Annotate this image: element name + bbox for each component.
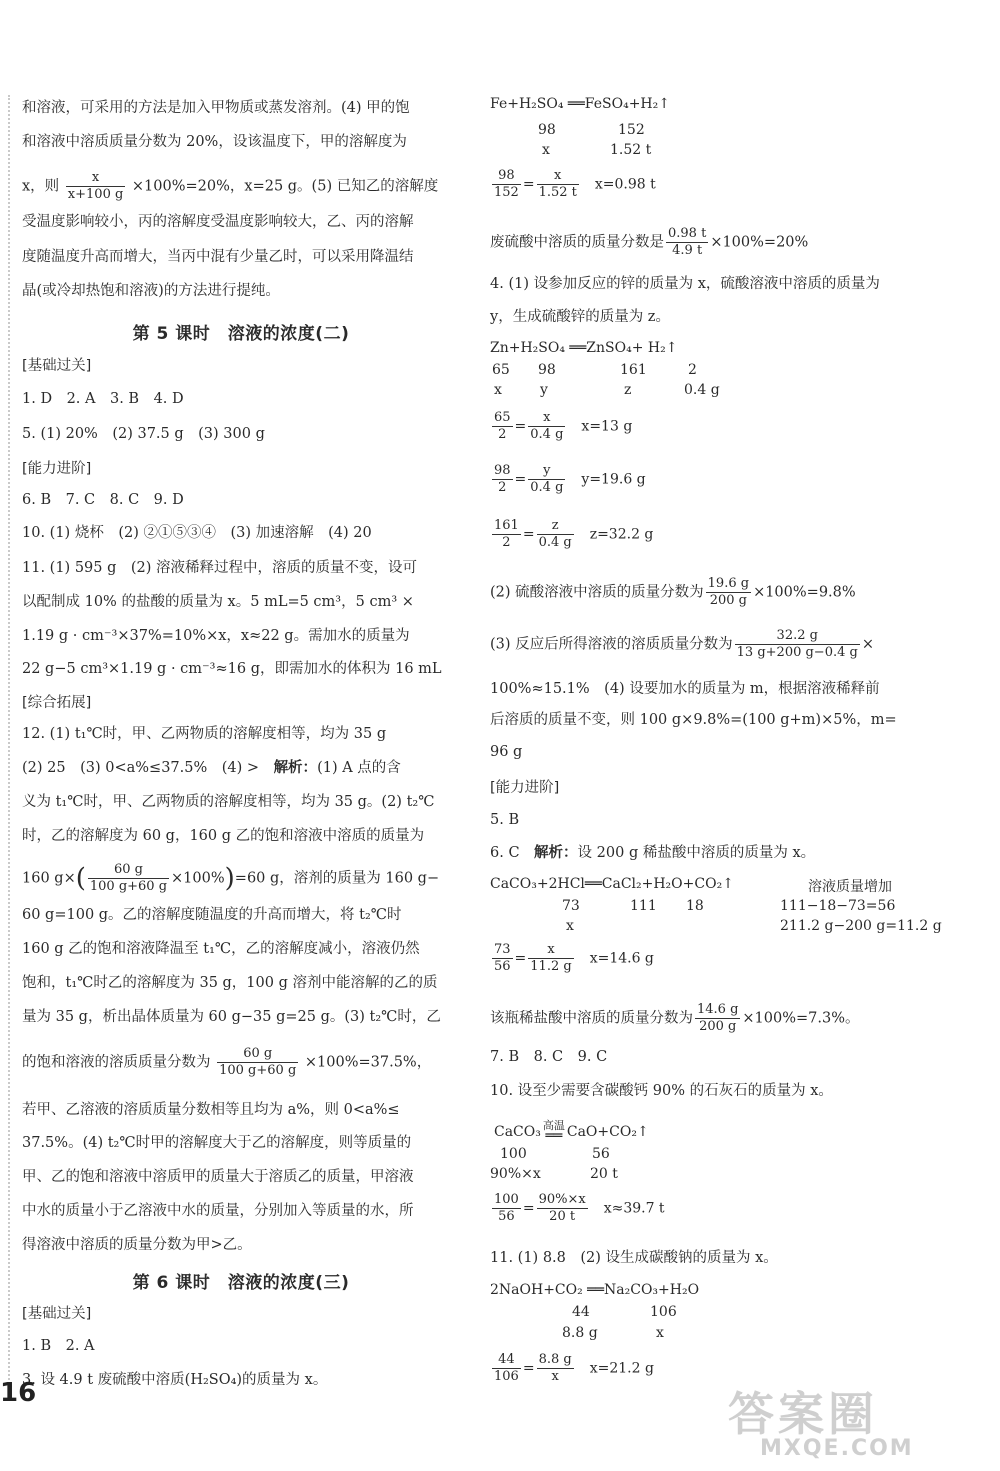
section-heading: 第 5 课时 溶液的浓度(二) [132,324,350,344]
molar-mass: 106 [650,1304,677,1320]
text-line: 和溶液中溶质质量分数为 20%，设该温度下，甲的溶解度为 [22,134,407,150]
text-line-with-fraction: (2) 硫酸溶液中溶质的质量分数为 $\frac{19.6 g}{200 g}$ ×100%=9.8% [490,576,856,608]
answer-line: 饱和，t₁℃时乙的溶解度为 35 g，100 g 溶剂中能溶解的乙的质 [22,975,438,991]
text-line: 和溶液，可采用的方法是加入甲物质或蒸发溶剂。(4) 甲的饱 [22,100,410,116]
answer-line: 37.5%。(4) t₂℃时甲的溶解度大于乙的溶解度，则等质量的 [22,1135,412,1151]
ratio-equation: $\frac{98}{152}$ = $\frac{x}{1.52 t}$ x=0.98 t [494,168,656,200]
answer-line: 6. C 解析：设 200 g 稀盐酸中溶质的质量为 x。 [490,845,816,861]
ratio-equation: $\frac{65}{2}$ = $\frac{x}{0.4 g}$ x=13 g [494,410,633,442]
molar-mass: 44 [572,1304,590,1320]
answer-line: 11. (1) 595 g (2) 溶液稀释过程中，溶质的质量不变，设可 [22,560,418,576]
variable: 0.4 g [684,382,720,398]
answer-line: 甲、乙的饱和溶液中溶质甲的质量大于溶质乙的质量，甲溶液 [22,1169,414,1185]
answer-line: 10. (1) 烧杯 (2) ②①⑤③④ (3) 加速溶解 (4) 20 [22,525,372,541]
answer-line: 96 g [490,744,523,760]
molar-mass: 65 [492,362,510,378]
answer-line: 得溶液中溶质的质量分数为甲>乙。 [22,1237,252,1253]
molar-mass: 100 [500,1146,527,1162]
answer-line: 时，乙的溶解度为 60 g，160 g 乙的饱和溶液中溶质的质量为 [22,828,425,844]
chemical-equation: Zn+H₂SO₄ ══ZnSO₄+ H₂↑ [490,340,678,356]
section-tag: [ 基础过关 ] [22,354,91,375]
answer-line: y，生成硫酸锌的质量为 z。 [490,309,670,325]
fraction: $\frac{x}{x+100 g}$ [67,170,124,202]
answer-line: 5. (1) 20% (2) 37.5 g (3) 300 g [22,426,265,442]
variable: 1.52 t [610,142,652,158]
variable: 20 t [590,1166,618,1182]
text-line-with-fraction: 废硫酸中溶质的质量分数是 $\frac{0.98 t}{4.9 t}$ ×100%=20% [490,226,809,258]
text-line: 受温度影响较小，丙的溶解度受温度影响较大，乙、丙的溶解 [22,214,414,230]
answer-line: 后溶质的质量不变，则 100 g×9.8%=(100 g+m)×5%，m= [490,712,897,728]
answer-line: 义为 t₁℃时，甲、乙两物质的溶解度相等，均为 35 g。(2) t₂℃ [22,794,435,810]
molar-mass: 111 [630,898,657,914]
chemical-equation: CaCO₃+2HCl══CaCl₂+H₂O+CO₂↑ [490,876,734,892]
chemical-equation: Fe+H₂SO₄ ══FeSO₄+H₂↑ [490,96,670,112]
section-tag: [ 能力进阶 ] [490,776,559,797]
molar-mass: 98 [538,122,556,138]
ratio-equation: $\frac{100}{56}$ = $\frac{90\%\times x}{20 t}$ x≈39.7 t [494,1192,665,1224]
variable: 8.8 g [562,1325,598,1341]
text-line-with-fraction: x，则 $\frac{x}{x+100 g}$ ×100%=20%，x=25 g。(5) 已知乙的溶解度 [22,170,439,202]
answer-line: 1.19 g · cm⁻³×37%=10%×x，x≈22 g。需加水的质量为 [22,628,410,644]
answer-line: 3. 设 4.9 t 废硫酸中溶质(H₂SO₄)的质量为 x。 [22,1372,328,1388]
molar-mass: 73 [562,898,580,914]
section-heading: 第 6 课时 溶液的浓度(三) [132,1273,350,1293]
fraction: $\frac{60 g}{100 g+60 g}$ [219,1046,297,1078]
answer-line: 11. (1) 8.8 (2) 设生成碳酸钠的质量为 x。 [490,1250,778,1266]
variable: x [566,918,574,934]
section-tag: [ 基础过关 ] [22,1302,91,1323]
answer-line: 6. B 7. C 8. C 9. D [22,492,184,508]
answer-line: 若甲、乙溶液的溶质质量分数相等且均为 a%，则 0<a%≤ [22,1102,400,1118]
answer-line: 60 g=100 g。乙的溶解度随温度的升高而增大，将 t₂℃时 [22,907,402,923]
text-line-with-fraction: (3) 反应后所得溶液的溶质质量分数为 $\frac{32.2 g}{13 g+200 g-0.4 g}$ × [490,628,874,660]
ratio-equation: $\frac{98}{2}$ = $\frac{y}{0.4 g}$ y=19.6 g [494,463,646,495]
molar-mass: 2 [688,362,697,378]
answer-line: 10. 设至少需要含碳酸钙 90% 的石灰石的质量为 x。 [490,1083,833,1099]
answer-line: 100%≈15.1% (4) 设要加水的质量为 m，根据溶液稀释前 [490,681,880,697]
section-tag: [ 能力进阶 ] [22,457,91,478]
variable: z [624,382,632,398]
answer-line: 中水的质量小于乙溶液中水的质量，分别加入等质量的水，所 [22,1203,414,1219]
answer-line: 160 g 乙的饱和溶液降温至 t₁℃，乙的溶解度减小，溶液仍然 [22,941,420,957]
variable: x [542,142,550,158]
fraction: $\frac{60 g}{100 g+60 g}$ [89,862,168,894]
variable: x [656,1325,664,1341]
answer-line: 7. B 8. C 9. C [490,1049,608,1065]
answer-line: 1. D 2. A 3. B 4. D [22,391,184,407]
section-tag: [ 综合拓展 ] [22,691,91,712]
chemical-equation: CaCO₃ 高温 ══ CaO+CO₂↑ [494,1119,649,1144]
text-line-with-fraction: 该瓶稀盐酸中溶质的质量分数为 $\frac{14.6 g}{200 g}$ ×100%=7.3%。 [490,1002,860,1034]
margin-dotted-rule [8,95,10,1395]
molar-mass: 18 [686,898,704,914]
text-line: 晶(或冷却热饱和溶液)的方法进行提纯。 [22,283,280,299]
calculation: 111−18−73=56 [780,898,896,914]
text-line: 度随温度升高而增大，当丙中混有少量乙时，可以采用降温结 [22,249,414,265]
molar-mass: 161 [620,362,647,378]
ratio-equation: $\frac{161}{2}$ = $\frac{z}{0.4 g}$ z=32.2 g [494,518,654,550]
answer-line: 1. B 2. A [22,1338,95,1354]
watermark-logo: 答案圈 [728,1387,878,1441]
answer-line: 22 g−5 cm³×1.19 g · cm⁻³≈16 g，即需加水的体积为 16 mL [22,661,442,677]
text-line-with-fraction: 的饱和溶液的溶质质量分数为 $\frac{60 g}{100 g+60 g}$ ×100%=37.5%， [22,1046,432,1078]
watermark-url: MXQE.COM [760,1436,914,1461]
ratio-equation: $\frac{44}{106}$ = $\frac{8.8 g}{x}$ x=21.2 g [494,1352,654,1384]
page-number: 16 [0,1378,37,1408]
calculation: 211.2 g−200 g=11.2 g [780,918,942,934]
chemical-equation: 2NaOH+CO₂ ══Na₂CO₃+H₂O [490,1282,700,1298]
variable: x [494,382,502,398]
molar-mass: 152 [618,122,645,138]
answer-line: (2) 25 (3) 0<a%≤37.5% (4) > 解析：(1) A 点的含 [22,760,401,776]
molar-mass: 98 [538,362,556,378]
variable: y [540,382,548,398]
answer-line: 量为 35 g，析出晶体质量为 60 g−35 g=25 g。(3) t₂℃时，乙 [22,1009,441,1025]
answer-line: 以配制成 10% 的盐酸的质量为 x。5 mL=5 cm³，5 cm³ × [22,594,414,610]
answer-line: 5. B [490,812,520,828]
answer-line: 12. (1) t₁℃时，甲、乙两物质的溶解度相等，均为 35 g [22,726,387,742]
molar-mass: 56 [592,1146,610,1162]
answer-line: 4. (1) 设参加反应的锌的质量为 x，硫酸溶液中溶质的质量为 [490,276,880,292]
annotation: 溶液质量增加 [808,879,892,895]
text-line-with-fraction: 160 g×( $\frac{60 g}{100 g+60 g}$ ×100%)=60 g，溶剂的质量为 160 g− [22,862,440,894]
ratio-equation: $\frac{73}{56}$ = $\frac{x}{11.2 g}$ x=14.6 g [494,942,654,974]
variable: 90%×x [490,1166,541,1182]
